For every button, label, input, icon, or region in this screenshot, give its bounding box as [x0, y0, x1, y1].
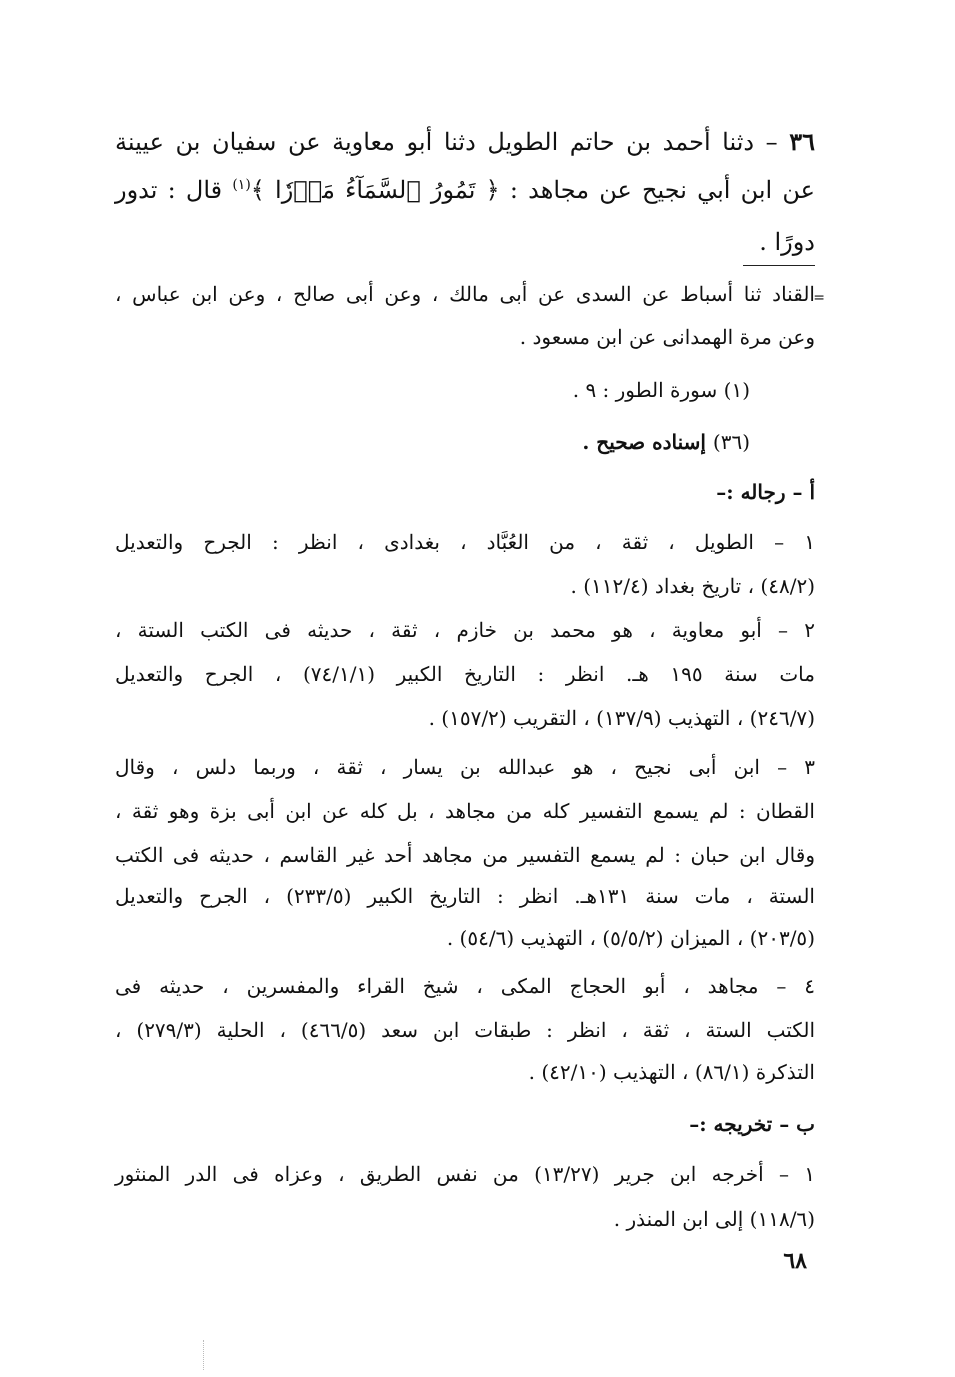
section-b-heading — [115, 1112, 815, 1136]
footnote-1 — [573, 378, 750, 402]
section-a-heading — [115, 480, 815, 504]
line-text: ٤ – مجاهد ، أبو الحجاج المكى ، شيخ القراء والمفسرين ، حديثه فى — [115, 974, 815, 998]
line-text: ١ – أخرجه ابن جرير (١٣/٢٧) من نفس الطريق ، وعزاه فى الدر المنثور — [115, 1162, 816, 1186]
footnote-separator — [743, 265, 815, 266]
line-text: وقال ابن حبان : لم يسمع التفسير من مجاهد أحد غير القاسم ، حديثه فى الكتب — [115, 843, 815, 867]
main-text-line-3-text: دورًا . — [759, 228, 815, 256]
section-a-item-3-line-1 — [115, 755, 815, 779]
line-text: مات سنة ١٩٥ هـ. انظر : التاريخ الكبير (٧٤/١/١) ، الجرح والتعديل — [115, 662, 815, 686]
section-a-item-3-line-2 — [115, 799, 815, 823]
page-number: ٦٨ — [783, 1248, 807, 1274]
section-a-item-4-line-2 — [115, 1018, 815, 1042]
line-text: (٢٤٦/٧) ، التهذيب (١٣٧/٩) ، التقريب (١٥٧/٢) . — [428, 706, 815, 730]
continuation-line-2 — [115, 325, 815, 349]
line-text: ١ – الطويل ، ثقة ، من العُبَّاد ، بغدادى ، انظر : الجرح والتعديل — [115, 530, 815, 554]
continuation-line-1 — [115, 282, 815, 306]
quran-verse: تَمُورُ ٱلسَّمَآءُ مَوۡرٗا — [275, 176, 476, 204]
footnote-36-label: (٣٦) — [712, 430, 750, 454]
footnote-36-text: إسناده صحيح . — [582, 430, 713, 454]
main-text-line-2-after: قال : تدور — [115, 176, 233, 204]
continuation-line-1-text: القناد ثنا أسباط عن السدى عن أبى مالك ، وعن أبى صالح ، وعن ابن عباس ، — [115, 282, 815, 306]
line-text: الستة ، مات سنة ١٣١هـ. انظر : التاريخ الكبير (٢٣٣/٥) ، الجرح والتعديل — [115, 884, 815, 908]
section-a-item-2-line-3 — [115, 706, 815, 730]
scan-speck — [203, 1340, 206, 1370]
continuation-line-2-text: وعن مرة الهمدانى عن ابن مسعود . — [519, 325, 815, 349]
line-text: الكتب الستة ، ثقة ، انظر : طبقات ابن سعد (٤٦٦/٥) ، الحلية (٢٧٩/٣) ، — [115, 1018, 815, 1042]
line-text: القطان : لم يسمع التفسير كله من مجاهد ، بل كله عن ابن أبى بزة وهو ثقة ، — [115, 799, 815, 823]
section-a-heading-text: أ – رجاله :– — [716, 480, 815, 504]
line-text: (٢٠٣/٥) ، الميزان (٥/٥/٢) ، التهذيب (٥٤/٦) . — [446, 926, 815, 950]
continuation-marker: = — [813, 290, 825, 306]
section-a-item-2-line-2 — [115, 662, 815, 686]
main-text-line-1-rest: – دثنا أحمد بن حاتم الطويل دثنا أبو معاوية عن سفيان بن عيينة — [115, 128, 790, 156]
section-a-item-1-line-1 — [115, 530, 815, 554]
line-text: التذكرة (٨٦/١) ، التهذيب (٤٢/١٠) . — [528, 1060, 815, 1084]
section-a-item-3-line-5 — [115, 926, 815, 950]
section-b-heading-text: ب – تخريجه :– — [689, 1112, 815, 1136]
section-a-item-1-line-2 — [115, 574, 815, 598]
line-text: (١١٨/٦) إلى ابن المنذر . — [613, 1207, 815, 1231]
section-a-item-3-line-4 — [115, 884, 815, 908]
section-b-item-1-line-1 — [115, 1162, 815, 1186]
section-b-item-1-line-2 — [115, 1207, 815, 1231]
section-a-item-2-line-1 — [115, 618, 815, 642]
hadith-number: ٣٦ — [789, 127, 815, 156]
section-a-item-3-line-3 — [115, 843, 815, 867]
section-a-item-4-line-3 — [115, 1060, 815, 1084]
verse-close-bracket: ﴾ — [250, 176, 276, 204]
footnote-1-text: (١) سورة الطور : ٩ . — [572, 378, 750, 402]
main-text-line-2-start: عن ابن أبي نجيح عن مجاهد : ﴿ — [475, 176, 815, 204]
section-a-item-4-line-1 — [115, 974, 815, 998]
footnote-36 — [582, 430, 750, 454]
line-text: ٢ – أبو معاوية ، هو محمد بن خازم ، ثقة ، حديثه فى الكتب الستة ، — [115, 618, 815, 642]
line-text: (٤٨/٢) ، تاريخ بغداد (١١٢/٤) . — [570, 574, 815, 598]
footnote-ref: (١) — [232, 177, 251, 193]
line-text: ٣ – ابن أبى نجيح ، هو عبدالله بن يسار ، ثقة ، وربما دلس ، وقال — [115, 755, 815, 779]
main-text-line-3 — [115, 228, 815, 257]
main-text-line-1 — [115, 128, 815, 157]
main-text-line-2 — [115, 176, 815, 205]
